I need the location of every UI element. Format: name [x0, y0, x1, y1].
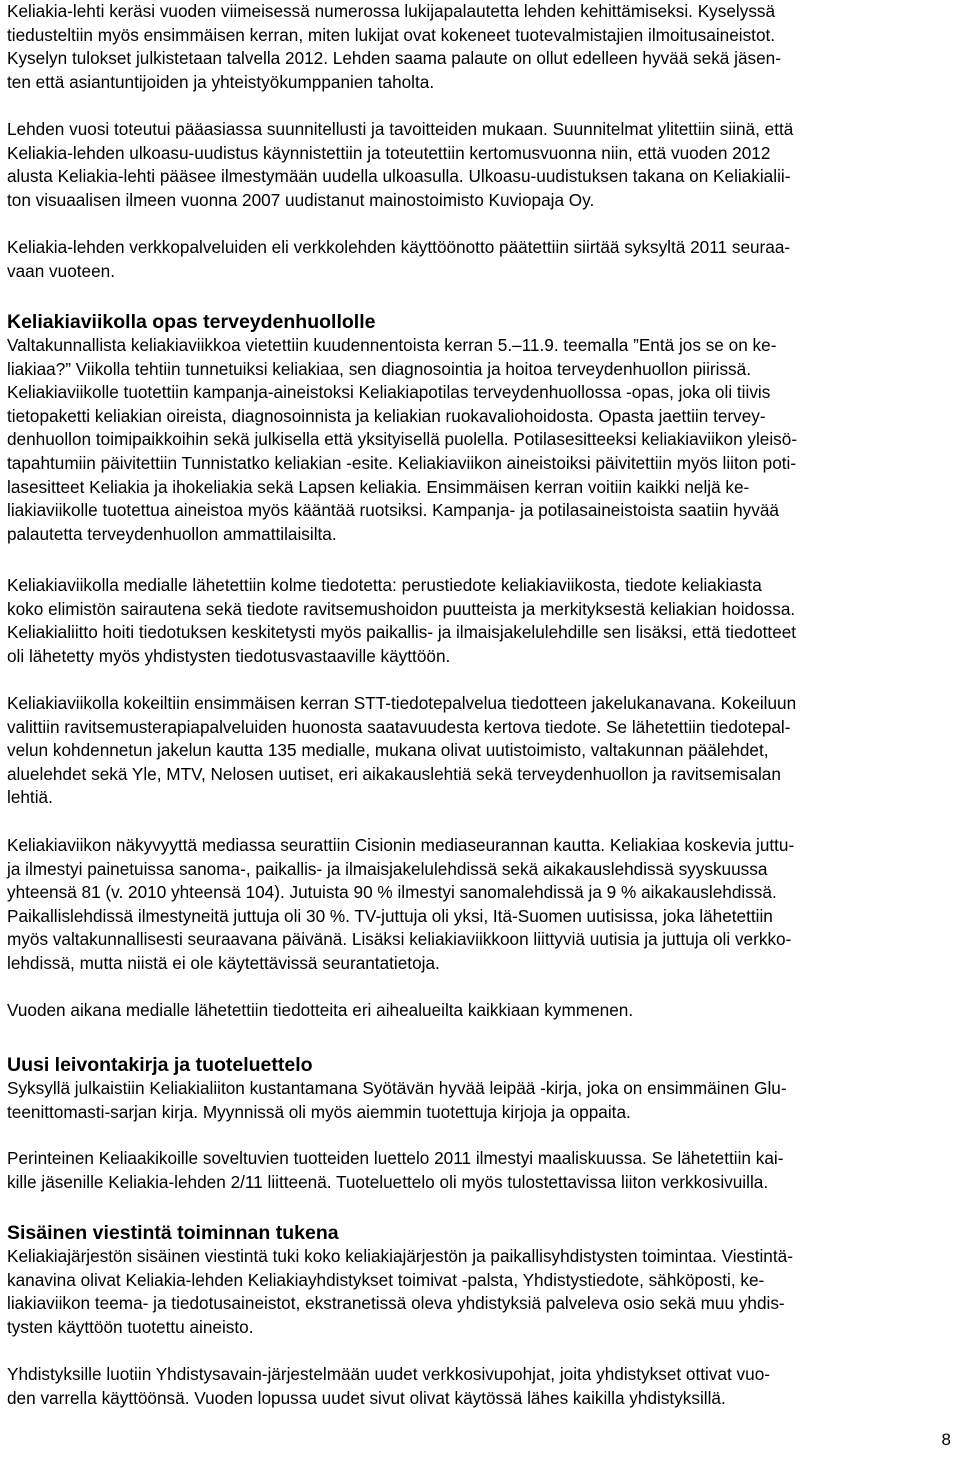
text-line: ten että asiantuntijoiden ja yhteistyökumppanien taholta. — [7, 71, 435, 92]
text-line: myös valtakunnallisesti seuraavana päivänä. Lisäksi keliakiaviikkoon liittyviä uutisia ja juttuja oli verkko- — [7, 929, 792, 950]
text-line: Keliakiaviikolla kokeiltiin ensimmäisen kerran STT-tiedotepalvelua tiedotteen jakelukanavana. Kokeiluun — [7, 693, 797, 713]
paragraph-internal-communication — [7, 1245, 793, 1339]
text-line: kanavina olivat Keliakia-lehden Keliakiayhdistykset toimivat -palsta, Yhdistystiedote, sähköposti, ke- — [7, 1269, 765, 1290]
text-line: Yhdistyksille luotiin Yhdistysavain-järjestelmään uudet verkkosivupohjat, joita yhdistykset ottivat vuo- — [7, 1364, 770, 1384]
text-line: den varrella käyttöönsä. Vuoden lopussa uudet sivut olivat käytössä lähes kaikilla yhdistyksillä. — [7, 1387, 726, 1408]
text-line: liakiaa?” Viikolla tehtiin tunnetuiksi keliakiaa, sen diagnosointia ja hoitoa terveydenhuollon piirissä. — [7, 358, 751, 379]
text-line: Keliakiaviikolle tuotettiin kampanja-aineistoksi Keliakiapotilas terveydenhuollossa -opas, joka oli tiivis — [7, 382, 771, 403]
paragraph-product-catalog — [7, 1147, 783, 1194]
text-line: Keliakia-lehden verkkopalveluiden eli verkkolehden käyttöönotto päätettiin siirtää syksyltä 2011 seuraa- — [7, 237, 791, 257]
text-line: valittiin ravitsemusterapiapalveluiden huonosta saatavuudesta kertova tiedote. Se lähetettiin tiedotepal- — [7, 716, 791, 737]
paragraph-media-visibility — [7, 834, 794, 976]
page-number: 8 — [941, 1430, 951, 1449]
text-line: vaan vuoteen. — [7, 260, 115, 281]
text-line: ja ilmestyi painetuissa sanoma-, paikallis- ja ilmaisjakelulehdissä sekä aikakauslehdissä syyskuussa — [7, 858, 768, 879]
paragraph-website-templates — [7, 1363, 770, 1410]
text-line: Keliakiajärjestön sisäinen viestintä tuki koko keliakiajärjestön ja paikallisyhdistysten toimintaa. Viestintä- — [7, 1246, 793, 1266]
text-line: teenittomasti-sarjan kirja. Myynnissä oli myös aiemmin tuotettuja kirjoja ja oppaita. — [7, 1101, 631, 1122]
text-line: Valtakunnallista keliakiaviikkoa vietettiin kuudennentoista kerran 5.–11.9. teemalla ”Entä jos se on ke- — [7, 335, 777, 355]
text-line: tietopaketti keliakian oireista, diagnosoinnista ja keliakian ruokavaliohoidosta. Opasta jaettiin tervey- — [7, 405, 766, 426]
section-heading-celiac-week: Keliakiaviikolla opas terveydenhuollolle — [7, 311, 376, 333]
text-line: kille jäsenille Keliakia-lehden 2/11 liitteenä. Tuoteluettelo oli myös tulostettavissa liiton verkkosivuilla. — [7, 1171, 769, 1192]
text-line: Keliakiaviikon näkyvyyttä mediassa seurattiin Cisionin mediaseurannan kautta. Keliakiaa koskevia juttu- — [7, 835, 795, 855]
paragraph-celiac-week — [7, 334, 797, 546]
text-line: liakiaviikon teema- ja tiedotusaineistot, ekstranetissä oleva yhdistyksiä palveleva osio sekä muu yhdis- — [7, 1293, 785, 1314]
text-line: alusta Keliakia-lehti pääsee ilmestymään uudella ulkoasulla. Ulkoasu-uudistuksen takana on Keliakialii- — [7, 166, 791, 187]
text-line: Lehden vuosi toteutui pääasiassa suunnitellusti ja tavoitteiden mukaan. Suunnitelmat ylitettiin siinä, että — [7, 119, 794, 139]
text-line: ton visuaalisen ilmeen vuonna 2007 uudistanut mainostoimisto Kuviopaja Oy. — [7, 189, 595, 210]
text-line: Keliakialiitto hoiti tiedotuksen keskitetysti myös paikallis- ja ilmaisjakelulehdille sen lisäksi, että tiedotteet — [7, 622, 797, 643]
text-line: liakiaviikolle tuotettua aineistoa myös kääntää ruotsiksi. Kampanja- ja potilasaineistoista saatiin hyvää — [7, 500, 779, 521]
paragraph-baking-book — [7, 1077, 787, 1124]
text-line: Keliakia-lehden ulkoasu-uudistus käynnistettiin ja toteutettiin kertomusvuonna niin, että vuoden 2012 — [7, 142, 771, 163]
text-line: Paikallislehdissä ilmestyneitä juttuja oli 30 %. TV-juttuja oli yksi, Itä-Suomen uutisissa, joka lähetettiin — [7, 905, 773, 926]
text-line: Keliakia-lehti keräsi vuoden viimeisessä numerossa lukijapalautetta lehden kehittämiseksi. Kyselyssä — [7, 1, 776, 21]
paragraph-magazine-year — [7, 118, 793, 212]
text-line: tysten käyttöön tuotettu aineisto. — [7, 1316, 254, 1337]
paragraph-press-releases — [7, 574, 796, 668]
paragraph-stt-service — [7, 692, 796, 810]
text-line: Syksyllä julkaistiin Keliakialiiton kustantamana Syötävän hyvää leipää -kirja, joka on ensimmäinen Glu- — [7, 1078, 787, 1098]
text-line: oli lähetetty myös yhdistysten tiedotusvastaaville käyttöön. — [7, 645, 451, 666]
text-line: Keliakiaviikolla medialle lähetettiin kolme tiedotetta: perustiedote keliakiaviikosta, tiedote keliakiasta — [7, 575, 762, 595]
text-line: palautetta terveydenhuollon ammattilaisilta. — [7, 523, 337, 544]
paragraph-press-release-count — [7, 999, 633, 1023]
text-line: lehdissä, mutta niistä ei ole käytettävissä seurantatietoja. — [7, 952, 440, 973]
text-line: Vuoden aikana medialle lähetettiin tiedotteita eri aihealueilta kaikkiaan kymmenen. — [7, 1000, 634, 1020]
text-line: Perinteinen Keliaakikoille soveltuvien tuotteiden luettelo 2011 ilmestyi maaliskuussa. Se lähetettiin kai- — [7, 1148, 784, 1168]
text-line: velun kohdennetun jakelun kautta 135 medialle, mukana olivat uutistoimisto, valtakunnan päälehdet, — [7, 740, 769, 761]
text-line: yhteensä 81 (v. 2010 yhteensä 104). Jutuista 90 % ilmestyi sanomalehdissä ja 9 % aikakauslehdissä. — [7, 882, 777, 903]
paragraph-reader-survey — [7, 0, 781, 94]
section-heading-baking-book: Uusi leivontakirja ja tuoteluettelo — [7, 1054, 313, 1076]
text-line: tiedusteltiin myös ensimmäisen kerran, miten lukijat ovat kokeneet tuotevalmistajien ilmoitusaineistot. — [7, 24, 776, 45]
text-line: aluelehdet sekä Yle, MTV, Nelosen uutiset, eri aikakauslehtiä sekä terveydenhuollon ja ravitsemisalan — [7, 763, 781, 784]
text-line: lehtiä. — [7, 787, 53, 808]
section-heading-internal-communication: Sisäinen viestintä toiminnan tukena — [7, 1222, 339, 1244]
text-line: denhuollon toimipaikkoihin sekä julkisella että yksityisellä puolella. Potilasesitteeksi keliakiaviikon yleisö- — [7, 429, 798, 450]
text-line: lasesitteet Keliakia ja ihokeliakia sekä Lapsen keliakia. Ensimmäisen kerran voitiin kaikki neljä ke- — [7, 476, 750, 497]
text-line: koko elimistön sairautena sekä tiedote ravitsemushoidon puutteista ja merkityksestä keliakian hoidossa. — [7, 598, 796, 619]
text-line: tapahtumiin päivitettiin Tunnistatko keliakian -esite. Keliakiaviikon aineistoiksi päivitettiin myös liiton poti- — [7, 452, 797, 473]
paragraph-web-services — [7, 236, 790, 283]
text-line: Kyselyn tulokset julkistetaan talvella 2012. Lehden saama palaute on ollut edelleen hyvää sekä jäsen- — [7, 48, 781, 69]
